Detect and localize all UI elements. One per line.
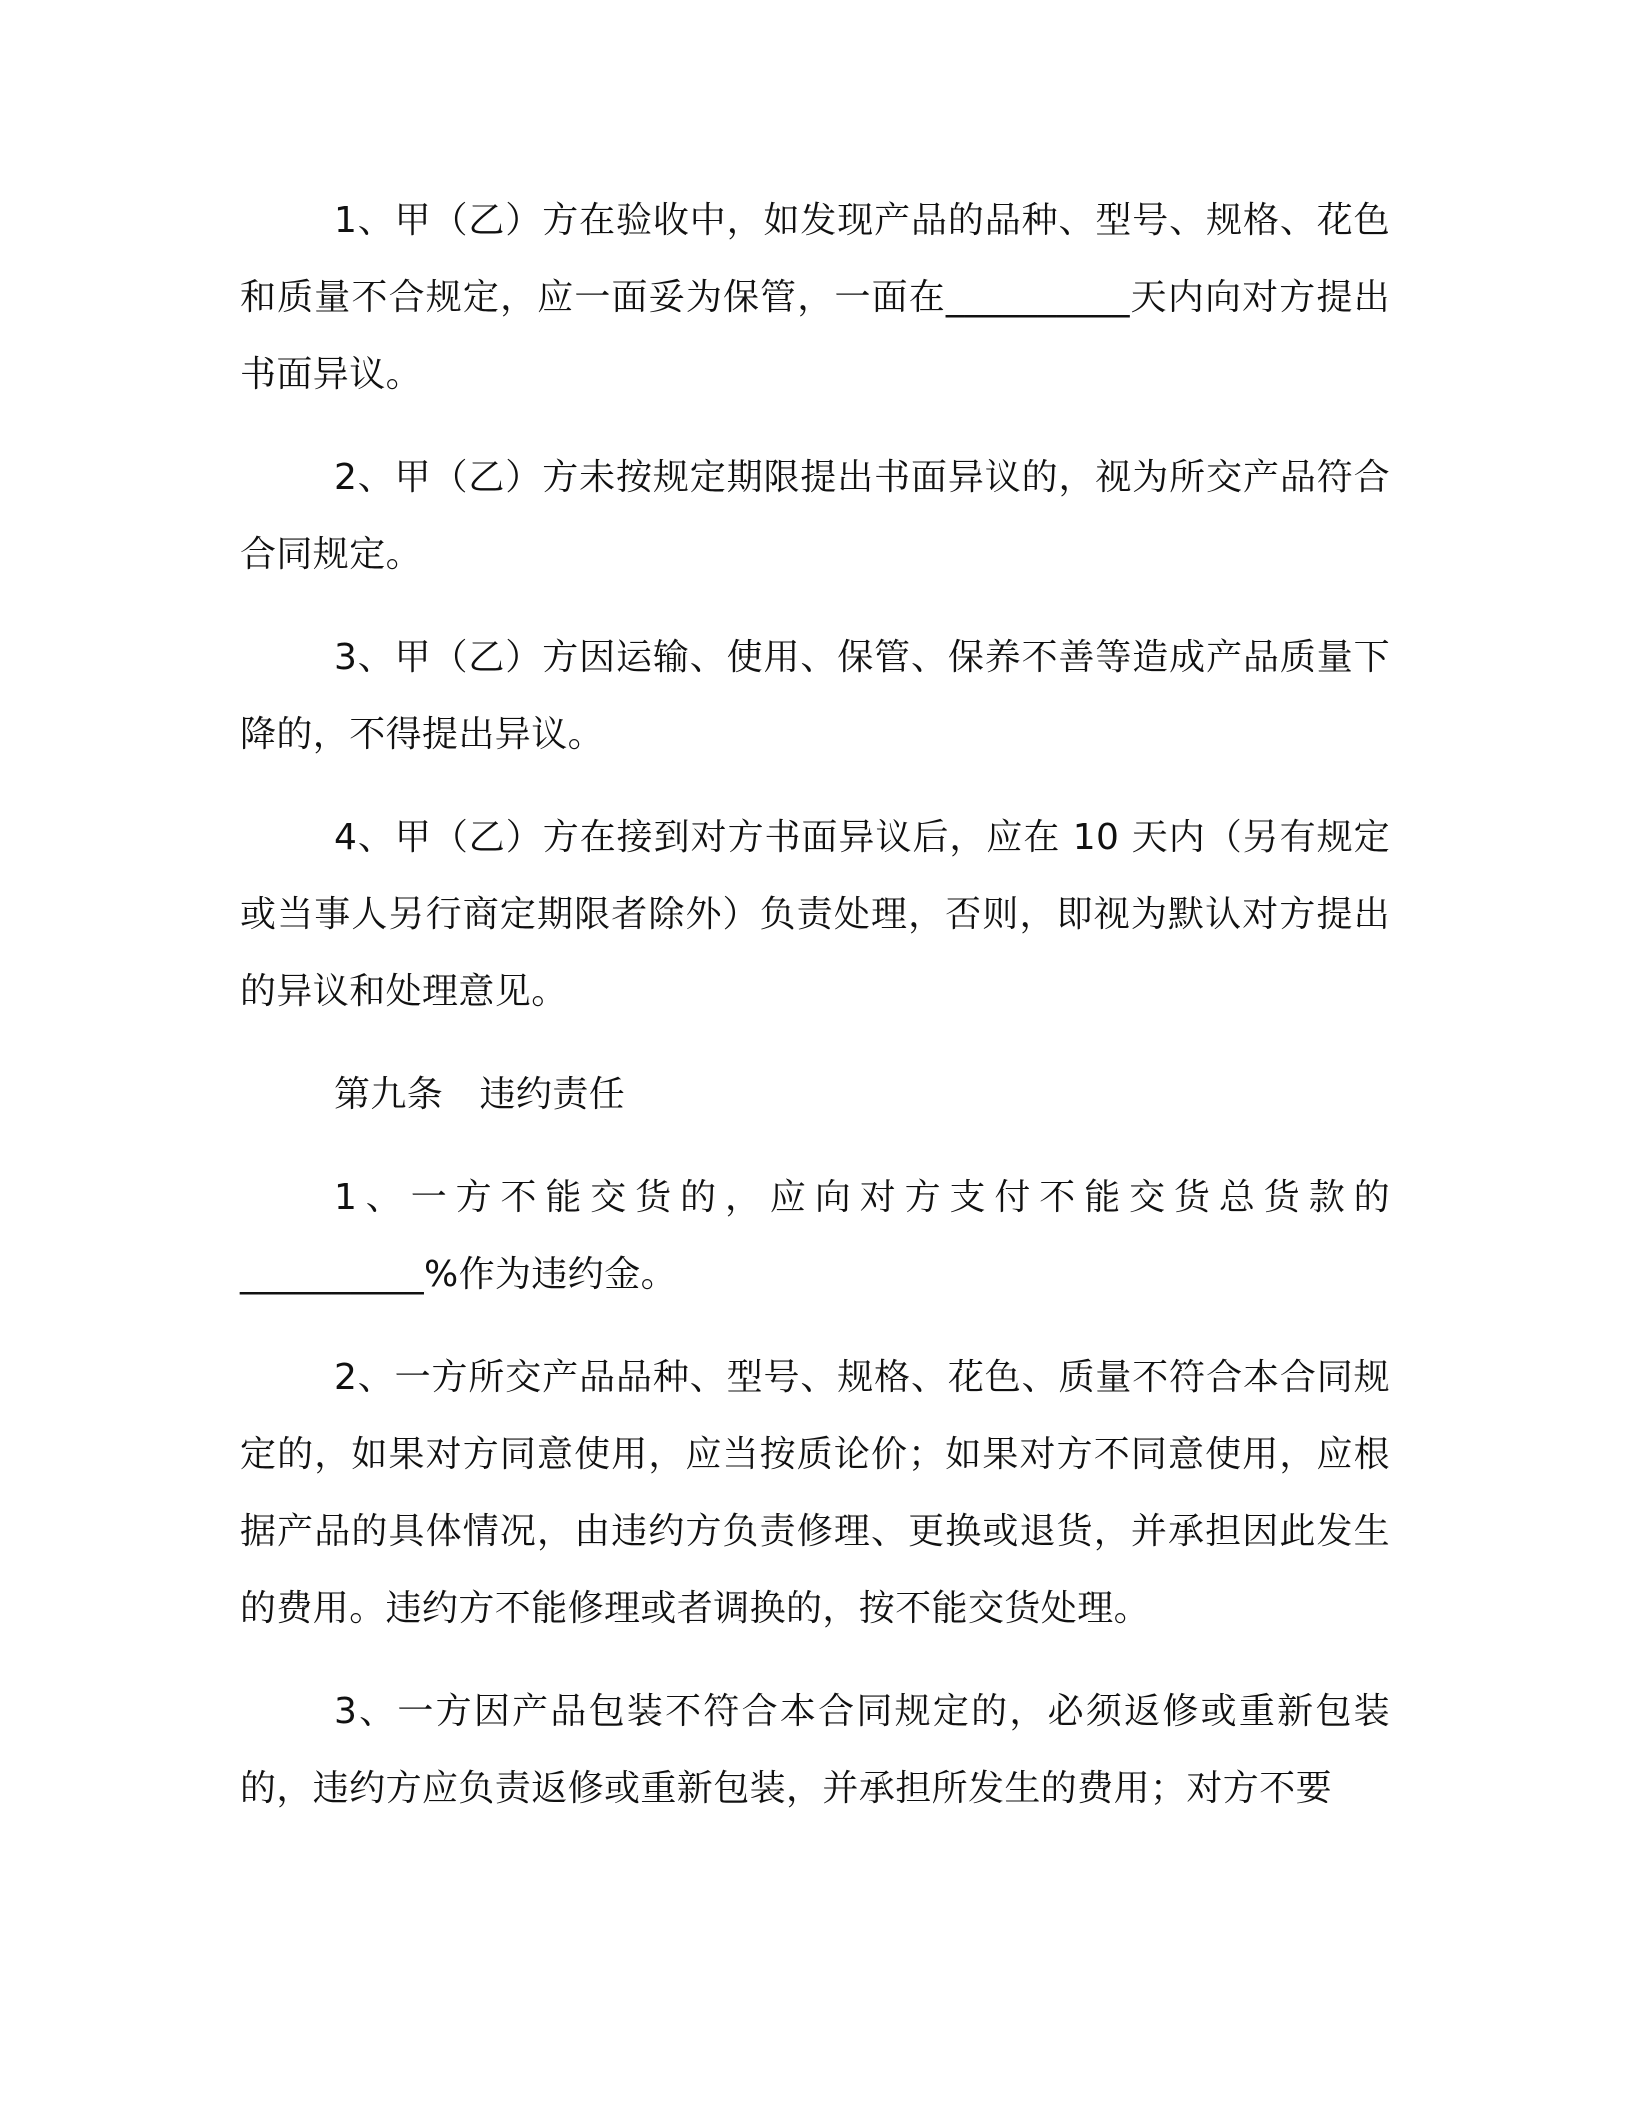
paragraph-non-delivery-penalty: 1、一方不能交货的，应向对方支付不能交货总货款的__________%作为违约金。	[240, 1177, 1390, 1295]
paragraph-improper-handling: 3、甲（乙）方因运输、使用、保管、保养不善等造成产品质量下降的，不得提出异议。	[240, 637, 1390, 755]
paragraph-deemed-conforming: 2、甲（乙）方未按规定期限提出书面异议的，视为所交产品符合合同规定。	[240, 457, 1390, 575]
paragraph-nonconforming-product: 2、一方所交产品品种、型号、规格、花色、质量不符合本合同规定的，如果对方同意使用，应当按质论价；如果对方不同意使用，应根据产品的具体情况，由违约方负责修理、更换或退货，并承担因此发生的费用。违约方不能修理或者调换的，按不能交货处理。	[240, 1357, 1390, 1629]
paragraph-packaging-nonconformity: 3、一方因产品包装不符合本合同规定的，必须返修或重新包装的，违约方应负责返修或重新包装，并承担所发生的费用；对方不要	[240, 1691, 1390, 1809]
paragraph-objection-period: 1、甲（乙）方在验收中，如发现产品的品种、型号、规格、花色和质量不合规定，应一面妥为保管，一面在__________天内向对方提出书面异议。	[240, 200, 1390, 395]
section-heading-breach-liability: 第九条 违约责任	[334, 1074, 626, 1115]
paragraph-response-deadline: 4、甲（乙）方在接到对方书面异议后，应在 10 天内（另有规定或当事人另行商定期限者除外）负责处理，否则，即视为默认对方提出的异议和处理意见。	[240, 817, 1390, 1012]
document-body	[240, 182, 1390, 1853]
